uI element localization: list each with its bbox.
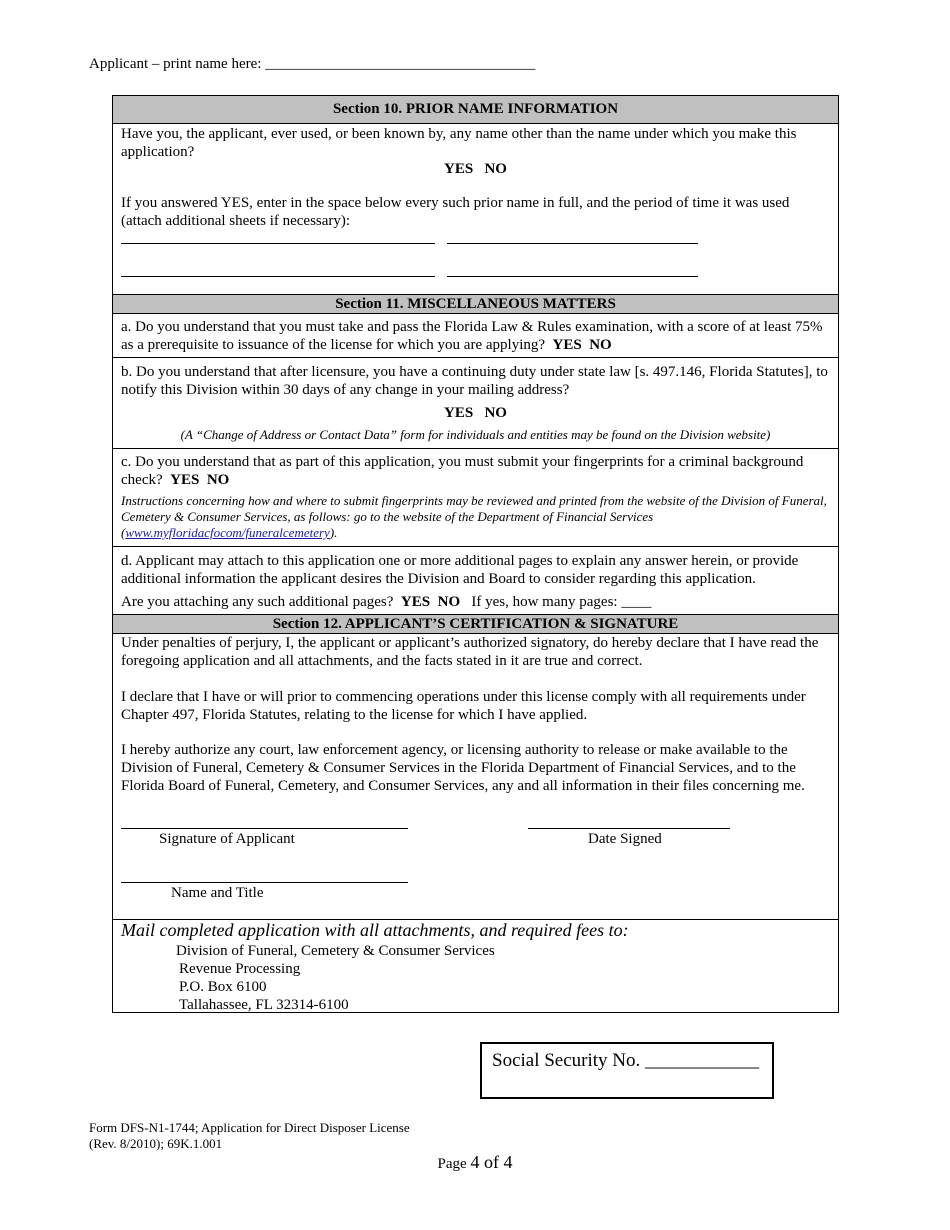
certification-paragraph-1: Under penalties of perjury, I, the applicant or applicant’s authorized signatory, do hereby declare that I have read the foregoing application and all attachments, and the facts stated in it are true and correct. [121,635,819,669]
section-11-c-text: c. Do you understand that as part of this application, you must submit your fingerprints for a criminal background check? [121,454,804,488]
no-option[interactable]: NO [589,337,612,353]
fingerprint-instructions: Instructions concerning how and where to submit fingerprints may be reviewed and printed from the website of the Division of Funeral, Cemetery & Consumer Services, as follows: go to the website of the Department of Financial Services [121,493,827,524]
address-line-4: Tallahassee, FL 32314-6100 [179,997,349,1013]
section-10-yes-no [113,161,838,178]
additional-pages-question: Are you attaching any such additional pages? [121,594,394,610]
applicant-print-name-line[interactable]: Applicant – print name here: ____________________________________ [89,56,536,72]
section-10-question: Have you, the applicant, ever used, or been known by, any name other than the name under which you make this application? [121,126,797,160]
mail-address [176,942,495,1014]
name-title-field[interactable] [121,882,408,883]
signature-label: Signature of Applicant [159,831,295,847]
name-title-label: Name and Title [171,885,264,901]
form-id: Form DFS-N1-1744; Application for Direct Disposer License [89,1120,410,1135]
social-security-box [480,1042,774,1099]
divider [113,448,838,449]
divider [113,357,838,358]
yes-option[interactable]: YES [444,161,474,177]
application-form-box [112,95,839,1013]
section-11-a-text: a. Do you understand that you must take and pass the Florida Law & Rules examination, with a score of at least 75% as a prerequisite to issuance of the license for which you are applying? [121,319,823,353]
certification-paragraph-3: I hereby authorize any court, law enforcement agency, or licensing authority to release or make available to the Division of Funeral, Cemetery & Consumer Services in the Florida Department of Financial Services, and to the Florida Board of Funeral, Cemetery, and Consumer Services, any and all information in their files concerning me. [121,742,805,794]
date-signed-label: Date Signed [588,831,662,847]
section-11-c-question [121,453,833,489]
divider [113,546,838,547]
date-signed-field[interactable] [528,828,730,829]
prior-period-field-1[interactable] [447,243,698,244]
section-11-b-question: b. Do you understand that after licensure, you have a continuing duty under state law [s. 497.146, Florida Statutes], to notify this Division within 30 days of any change in your mailing address? [121,364,828,398]
section-11-b-note: (A “Change of Address or Contact Data” form for individuals and entities may be found on the Division website) [180,427,771,442]
mail-heading: Mail completed application with all attachments, and required fees to: [121,920,629,940]
section-10-header: Section 10. PRIOR NAME INFORMATION [113,96,838,124]
yes-option[interactable]: YES [444,405,474,421]
address-line-3: P.O. Box 6100 [179,979,267,995]
section-11-b-yes-no [113,405,838,422]
section-12-header: Section 12. APPLICANT’S CERTIFICATION & SIGNATURE [113,614,838,634]
no-option[interactable]: NO [484,405,507,421]
section-11-d-text: d. Applicant may attach to this application one or more additional pages to explain any answer herein, or provide additional information the applicant desires the Division and Board to consider regarding this application. [121,553,799,587]
social-security-field[interactable]: Social Security No. ____________ [492,1050,760,1071]
signature-field[interactable] [121,828,408,829]
form-revision: (Rev. 8/2010); 69K.1.001 [89,1136,223,1151]
dfs-website-link[interactable]: www.myfloridacfocom/funeralcemetery [125,525,330,540]
yes-option[interactable]: YES [552,337,582,353]
page-number [0,1152,950,1173]
form-footer [89,1120,410,1152]
prior-name-field-2[interactable] [121,276,435,277]
page-count: 4 of 4 [470,1152,513,1172]
section-11-header: Section 11. MISCELLANEOUS MATTERS [113,294,838,314]
prior-name-field-1[interactable] [121,243,435,244]
no-option[interactable]: NO [437,594,461,610]
address-line-1: Division of Funeral, Cemetery & Consumer Services [176,943,495,959]
page-word: Page [437,1156,467,1172]
no-option[interactable]: NO [484,161,507,177]
page-count-field[interactable]: If yes, how many pages: ____ [471,594,652,610]
prior-period-field-2[interactable] [447,276,698,277]
yes-option[interactable]: YES [170,472,200,488]
section-10-instruction: If you answered YES, enter in the space below every such prior name in full, and the period of time it was used (attach additional sheets if necessary): [121,195,790,229]
no-option[interactable]: NO [206,472,230,488]
certification-paragraph-2: I declare that I have or will prior to commencing operations under this license comply with all requirements under Chapter 497, Florida Statutes, relating to the license for which I have applied. [121,689,806,723]
address-line-2: Revenue Processing [179,961,301,977]
section-11-d-question [121,593,833,611]
yes-option[interactable]: YES [400,594,431,610]
section-11-a-question [121,318,833,354]
section-11-c-note: Instructions concerning how and where to submit fingerprints may be reviewed and printed from the website of the Division of Funeral, Cemetery & Consumer Services, as follows: go to the website of the Department of Financial Services (www.myfloridacfocom/funeralcemetery). [121,493,827,540]
